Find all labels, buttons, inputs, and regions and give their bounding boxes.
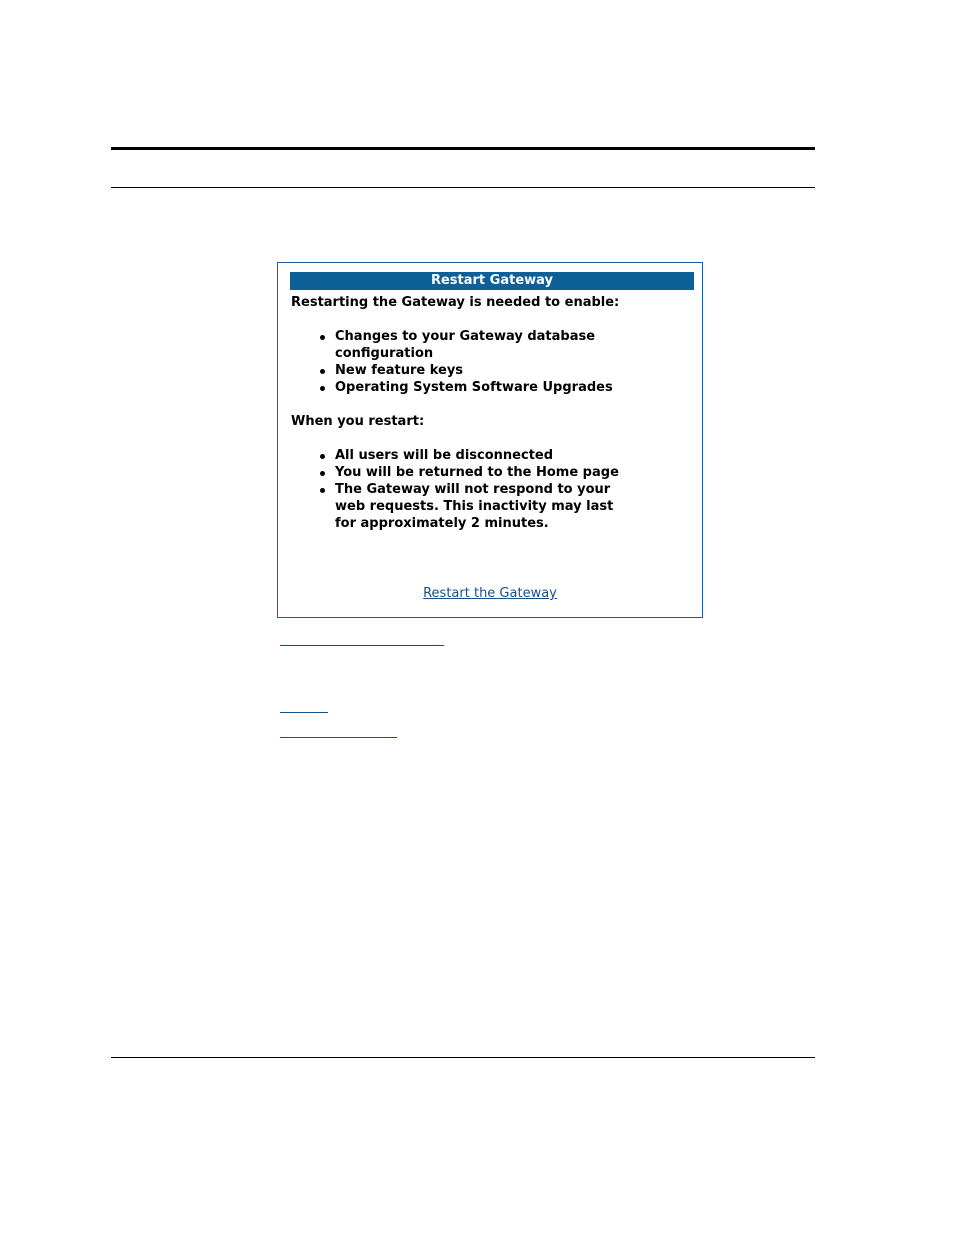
list-item: New feature keys xyxy=(335,362,635,379)
enable-list xyxy=(291,328,691,396)
list-item: Changes to your Gateway database configuration xyxy=(335,328,635,362)
list-item: You will be returned to the Home page xyxy=(335,464,635,481)
header-rule-thick xyxy=(111,147,815,150)
dialog-title: Restart Gateway xyxy=(290,272,694,290)
header-rule-thin xyxy=(111,187,815,188)
underlined-link-1[interactable] xyxy=(280,645,444,646)
list-item: The Gateway will not respond to your web requests. This inactivity may last for approximately 2 minutes. xyxy=(335,481,635,532)
underlined-link-2[interactable] xyxy=(280,712,328,713)
enable-heading: Restarting the Gateway is needed to enable: xyxy=(291,295,620,310)
list-item: Operating System Software Upgrades xyxy=(335,379,635,396)
list-item: All users will be disconnected xyxy=(335,447,635,464)
restart-gateway-dialog xyxy=(277,262,703,618)
footer-rule xyxy=(111,1057,815,1058)
restart-gateway-link[interactable]: Restart the Gateway xyxy=(423,586,557,601)
restart-heading: When you restart: xyxy=(291,414,425,429)
dialog-body xyxy=(291,294,691,549)
underlined-link-3[interactable] xyxy=(280,737,397,738)
restart-list xyxy=(291,447,691,532)
